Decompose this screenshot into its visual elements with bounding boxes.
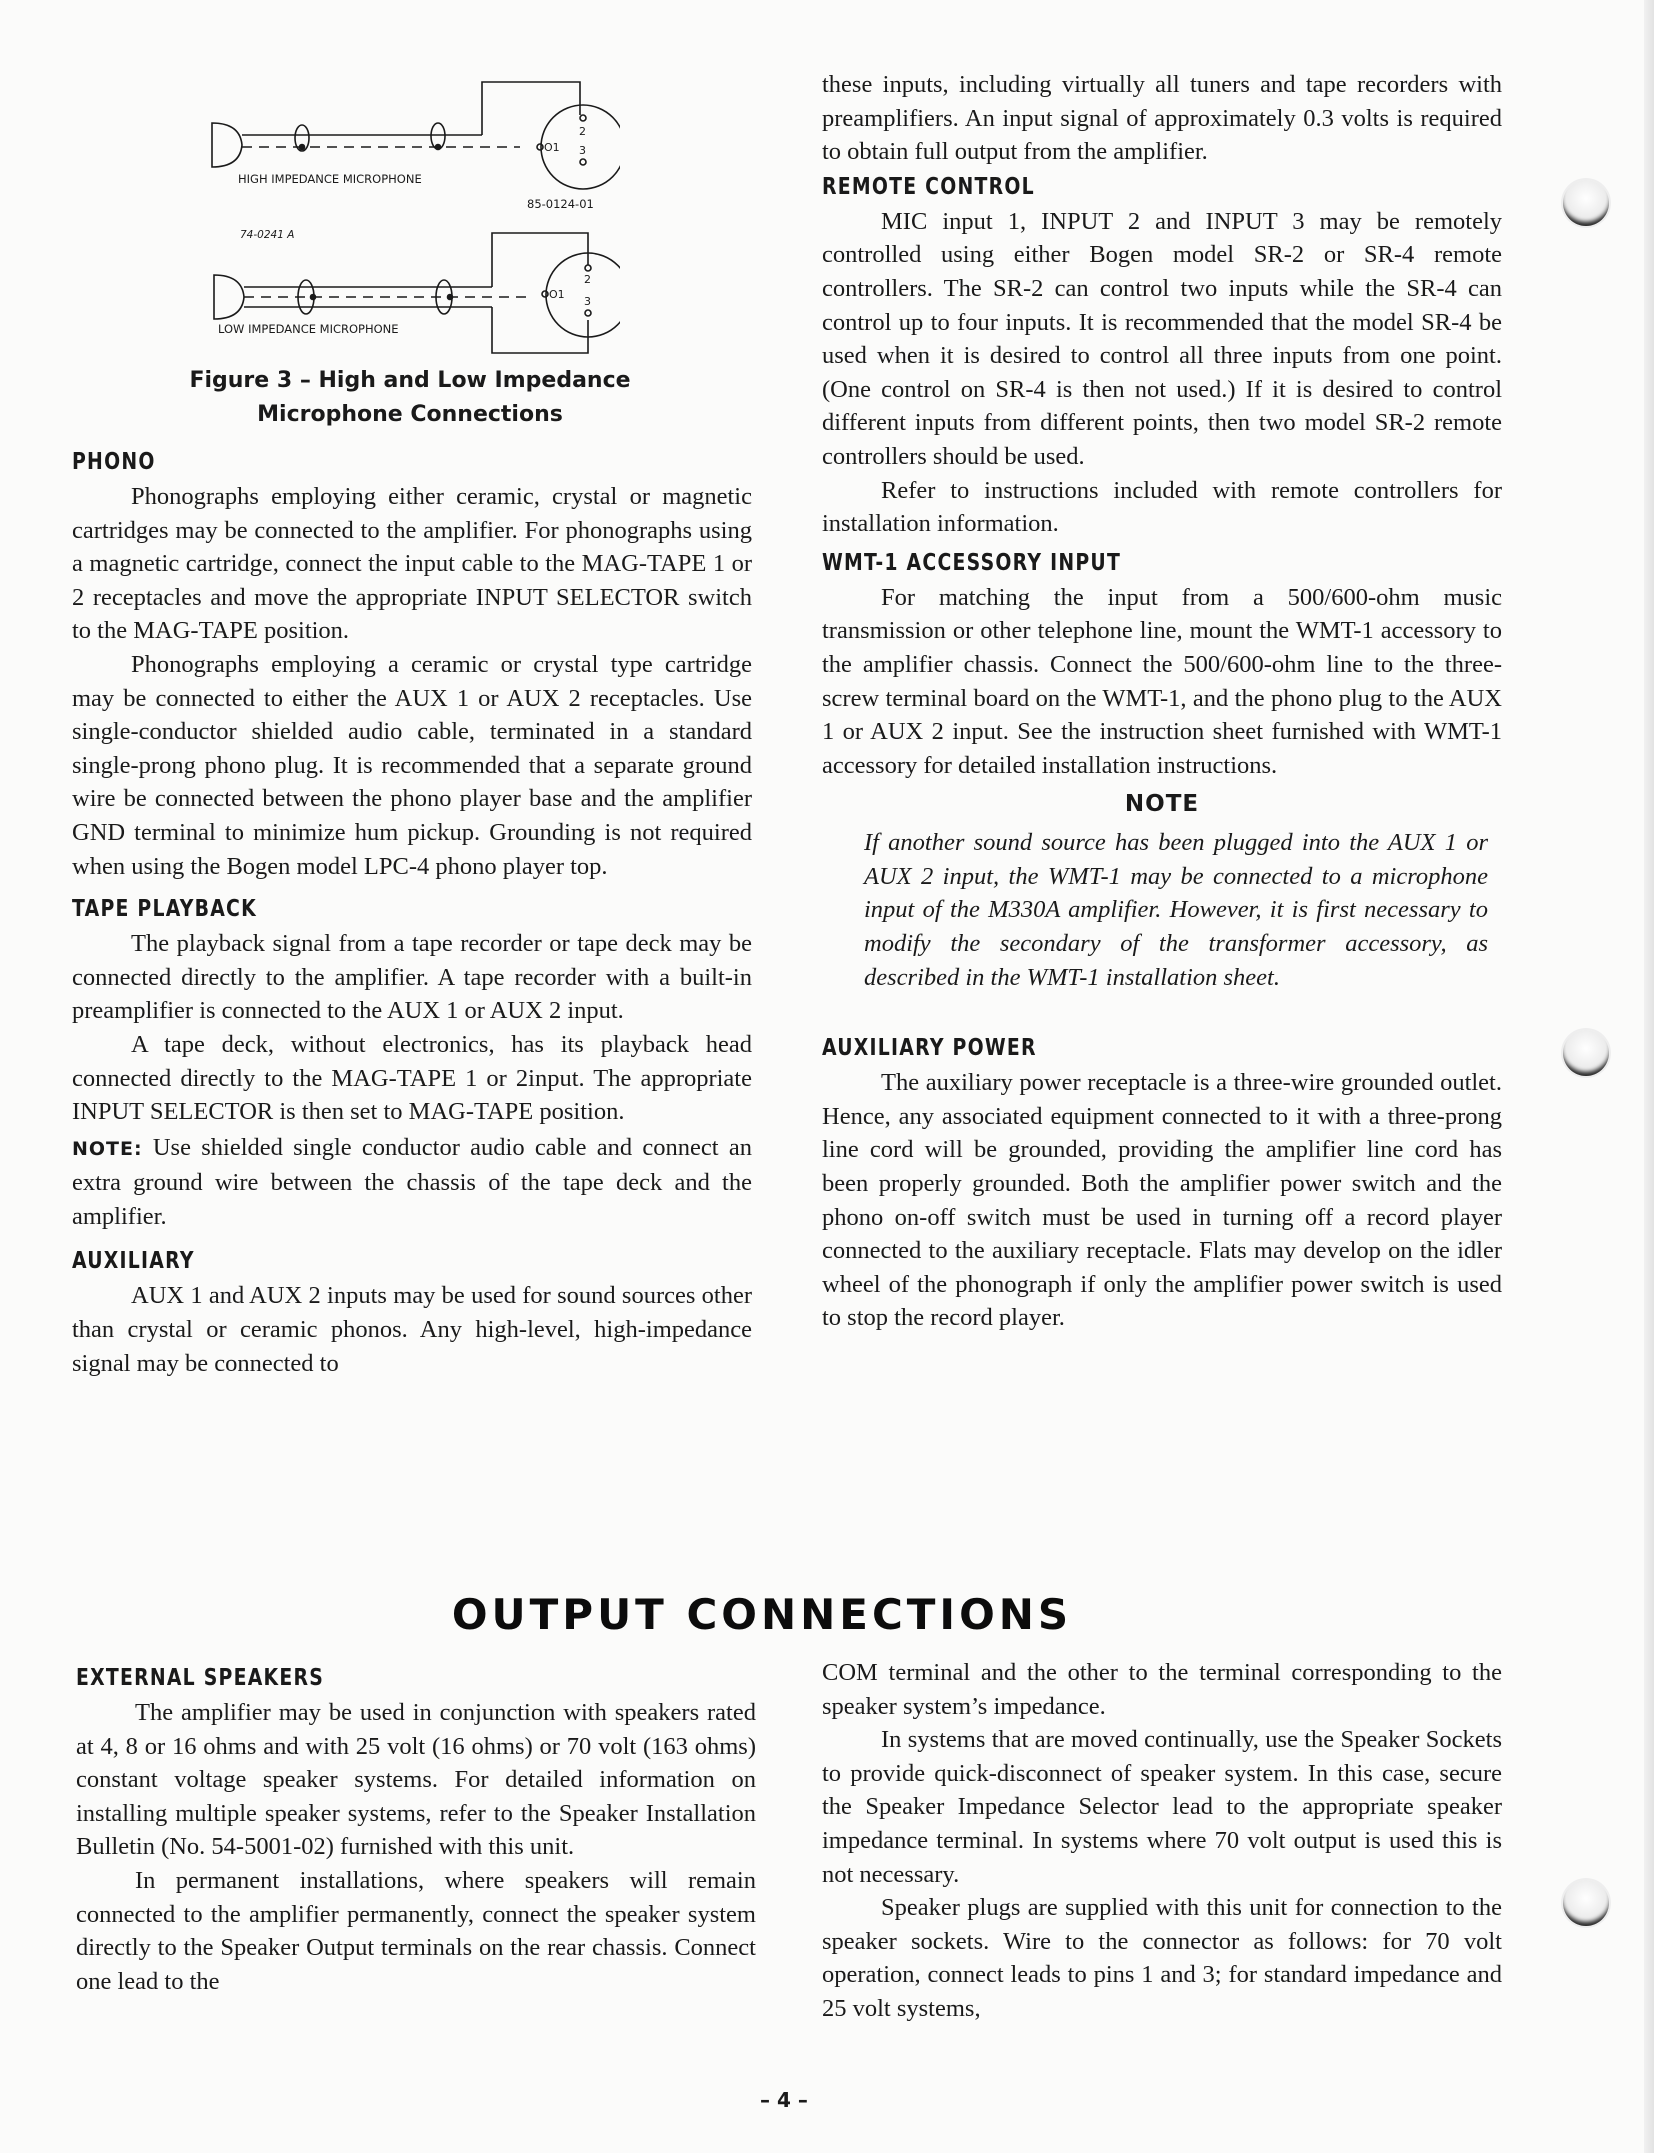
phono-paragraph-2: Phonographs employing a ceramic or crystal type cartridge may be connected to either the AUX 1 or AUX 2 receptacles. Use single-conductor shielded audio cable, terminated in a standard single-prong phono plug. It is recommended that a separate ground wire be connected between the phono player base and the amplifier GND terminal to minimize hum pickup. Grounding is not required when using the Bogen model LPC-4 phono player top. bbox=[72, 650, 752, 880]
low-mic-capsule-icon bbox=[214, 275, 244, 319]
wmt1-heading: WMT-1 ACCESSORY INPUT bbox=[822, 549, 1122, 576]
binding-hole-middle bbox=[1563, 1030, 1609, 1076]
wmt1-note bbox=[822, 826, 1502, 994]
auxiliary-power-paragraph-1: The auxiliary power receptacle is a three-wire grounded outlet. Hence, any associated equipment connected to it with a three-prong line cord will be grounded, providing the amplifier line cord has been properly grounded. Both the amplifier power switch and the phono on-off switch must be used in turning off a record player connected to the auxiliary receptacle. Flats may develop on the idler wheel of the phonograph if only the amplifier power switch is used to stop the record player. bbox=[822, 1069, 1502, 1332]
section-wmt1 bbox=[822, 545, 1502, 995]
output-left-column bbox=[76, 1660, 756, 1998]
high-pin-3-label: 3 bbox=[579, 144, 586, 157]
binding-hole-top bbox=[1563, 180, 1609, 226]
output-right-column bbox=[822, 1656, 1502, 2026]
low-lower-lead bbox=[492, 307, 588, 353]
external-speakers-continued: COM terminal and the other to the terminal corresponding to the speaker system’s impedance. bbox=[822, 1659, 1502, 1720]
right-column bbox=[822, 68, 1502, 1335]
part-number-label: 85-0124-01 bbox=[527, 197, 594, 211]
remote-control-paragraph-2: Refer to instructions included with remote controllers for installation information. bbox=[822, 476, 1502, 538]
high-pin-1-label: O1 bbox=[544, 141, 560, 154]
figure-caption bbox=[150, 364, 670, 432]
auxiliary-heading: AUXILIARY bbox=[72, 1248, 195, 1275]
high-pin-2-label: 2 bbox=[579, 125, 586, 138]
drawing-number-label: 74-0241 A bbox=[240, 229, 295, 241]
external-speakers-heading: EXTERNAL SPEAKERS bbox=[76, 1665, 325, 1691]
auxiliary-paragraph-1: AUX 1 and AUX 2 inputs may be used for sound sources other than crystal or ceramic phonos. Any high-level, high-impedance signal may be connected to bbox=[72, 1282, 752, 1377]
wmt1-paragraph-1: For matching the input from a 500/600-ohm music transmission or other telephone line, mount the WMT-1 accessory to the amplifier chassis. Connect the 500/600-ohm line to the three-screw terminal board on the WMT-1, and the phono plug to the AUX 1 or AUX 2 input. See the instruction sheet furnished with WMT-1 accessory for detailed installation instructions. bbox=[822, 583, 1502, 779]
high-impedance-label: HIGH IMPEDANCE MICROPHONE bbox=[238, 172, 422, 186]
phono-paragraph-1: Phonographs employing either ceramic, crystal or magnetic cartridges may be connected to the amplifier. For phonographs using a magnetic cartridge, connect the input cable to the MAG-TAPE 1 or 2 receptacles and move the appropriate INPUT SELECTOR switch to the MAG-TAPE position. bbox=[72, 483, 752, 645]
section-auxiliary bbox=[72, 1243, 752, 1380]
binding-hole-bottom bbox=[1563, 1880, 1609, 1926]
section-tape-playback bbox=[72, 891, 752, 1233]
high-mic-capsule-icon bbox=[212, 123, 242, 167]
external-speakers-paragraph-1: The amplifier may be used in conjunction with speakers rated at 4, 8 or 16 ohms and with 25 volt (16 ohms) or 70 volt (163 ohms) constant voltage speaker systems. For detailed information on installing multiple speaker systems, refer to the Speaker Installation Bulletin (No. 54-5001-02) furnished with this unit. bbox=[76, 1699, 756, 1861]
phono-heading: PHONO bbox=[72, 449, 156, 475]
external-speakers-paragraph-2: In permanent installations, where speakers will remain connected to the amplifier permanently, connect the speaker system directly to the Speaker Output terminals on the rear chassis. Connect one lead to the bbox=[76, 1866, 756, 1995]
low-upper-lead bbox=[492, 233, 588, 287]
low-impedance-label: LOW IMPEDANCE MICROPHONE bbox=[218, 322, 399, 336]
page-number: – 4 – bbox=[760, 2088, 808, 2112]
tape-playback-paragraph-2: A tape deck, without electronics, has its playback head connected directly to the MAG-TAPE 1 or 2input. The appropriate INPUT SELECTOR is then set to MAG-TAPE position. bbox=[72, 1030, 752, 1126]
page-edge bbox=[1644, 0, 1654, 2153]
external-speakers-paragraph-4: Speaker plugs are supplied with this unit for connection to the speaker sockets. Wire to the connector as follows: for 70 volt operation, connect leads to pins 1 and 3; for standard impedance and 25 volt systems, bbox=[822, 1894, 1502, 2022]
wmt1-note-text: If another sound source has been plugged into the AUX 1 or AUX 2 input, the WMT-1 may be connected to a microphone input of the M330A amplifier. However, it is first necessary to modify the secondary of the transformer accessory, as described in the WMT-1 installation sheet. bbox=[864, 829, 1488, 991]
low-pin-2-label: 2 bbox=[584, 273, 591, 286]
section-phono bbox=[72, 444, 752, 883]
tape-note-text: Use shielded single conductor audio cable and connect an extra ground wire between the chassis of the tape deck and the amplifier. bbox=[72, 1133, 752, 1230]
wmt1-note-heading: NOTE bbox=[1124, 791, 1200, 818]
section-auxiliary-power bbox=[822, 1030, 1502, 1335]
tape-playback-note bbox=[72, 1131, 752, 1234]
remote-control-heading: REMOTE CONTROL bbox=[822, 173, 1035, 200]
figure-caption-line-1: Figure 3 – High and Low Impedance bbox=[189, 368, 631, 393]
figure-caption-line-2: Microphone Connections bbox=[257, 402, 563, 427]
tape-note-label: NOTE: bbox=[72, 1137, 143, 1160]
auxiliary-power-heading: AUXILIARY POWER bbox=[822, 1035, 1037, 1062]
external-speakers-paragraph-3: In systems that are moved continually, use the Speaker Sockets to provide quick-disconnect of speaker system. In this case, secure the Speaker Impedance Selector lead to the appropriate speaker impedance terminal. In systems where 70 volt output is used this is not necessary. bbox=[822, 1726, 1502, 1888]
section-remote-control bbox=[822, 169, 1502, 541]
remote-control-paragraph-1: MIC input 1, INPUT 2 and INPUT 3 may be remotely controlled using either Bogen model SR-2 or SR-4 remote controllers. The SR-2 can control two inputs while the SR-4 can control up to four inputs. It is recommended that the model SR-4 be used when it is desired to control all three inputs from one point. (One control on SR-4 is then not used.) If it is desired to control different inputs from different points, then two model SR-2 remote controllers should be used. bbox=[822, 207, 1502, 470]
tape-playback-heading: TAPE PLAYBACK bbox=[72, 896, 257, 923]
low-pin-3-label: 3 bbox=[584, 295, 591, 308]
output-connections-title: OUTPUT CONNECTIONS bbox=[451, 1590, 1073, 1639]
microphone-connection-diagram bbox=[200, 65, 620, 365]
tape-playback-paragraph-1: The playback signal from a tape recorder or tape deck may be connected directly to the amplifier. A tape recorder with a built-in preamplifier is connected to the AUX 1 or AUX 2 input. bbox=[72, 930, 752, 1025]
left-column bbox=[72, 444, 752, 1380]
low-pin-1-label: O1 bbox=[549, 288, 565, 301]
aux-continued-paragraph: these inputs, including virtually all tuners and tape recorders with preamplifiers. An input signal of approximately 0.3 volts is required to obtain full output from the amplifier. bbox=[822, 71, 1502, 166]
